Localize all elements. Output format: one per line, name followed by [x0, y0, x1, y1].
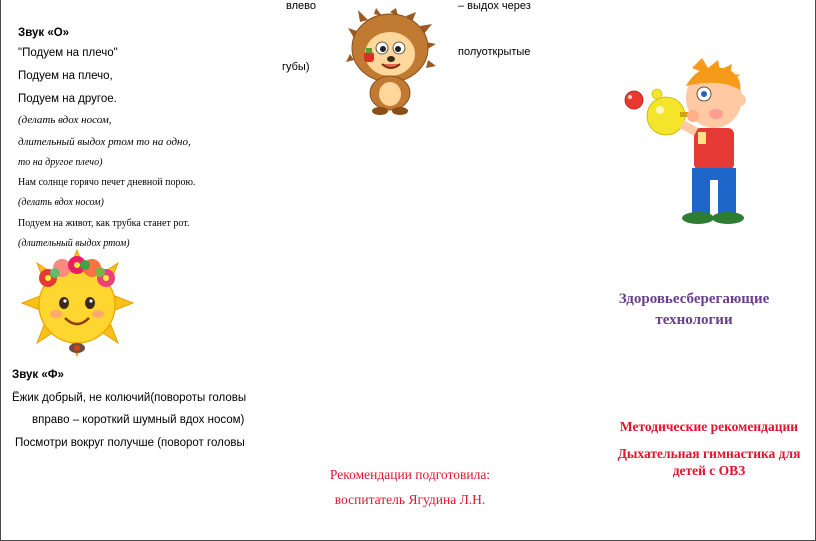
o-section-heading: Звук «О» [18, 27, 70, 39]
sun-with-flowers-illustration [20, 248, 135, 358]
f-section-heading: Звук «Ф» [12, 369, 64, 381]
top-fragment-right: – выдох через [458, 0, 531, 12]
hedgehog-illustration [346, 8, 436, 116]
o-line: Подуем на другое. [18, 93, 117, 105]
f-line: Ёжик добрый, не колючий(повороты головы [12, 392, 247, 404]
gymnastics-title-line: Дыхательная гимнастика для [617, 446, 801, 461]
o-line: (длительный выдох ртом) [18, 238, 130, 249]
title-line: Здоровьесберегающие [618, 291, 770, 307]
gymnastics-title-line: детей с ОВЗ [672, 463, 746, 478]
f-line: вправо – короткий шумный вдох носом) [32, 414, 245, 426]
boy-blowing-bubbles-illustration [620, 56, 752, 228]
o-line: Подуем на живот, как трубка станет рот. [18, 218, 190, 229]
f-line: Посмотри вокруг получше (поворот головы [15, 437, 245, 449]
o-line: (делать вдох носом, [18, 114, 112, 126]
o-line: (делать вдох носом) [18, 197, 104, 208]
top-fragment-mid-left: губы) [282, 61, 310, 73]
title-line: технологии [655, 312, 733, 328]
top-fragment-left: влево [286, 0, 316, 12]
method-recommendations-heading: Методические рекомендации [619, 419, 799, 434]
prepared-by-label: Рекомендации подготовила: [329, 467, 491, 482]
o-line: Нам солнце горячо печет дневной порою. [18, 177, 196, 188]
o-line: то на другое плечо) [18, 157, 103, 168]
top-fragment-mid-right: полуоткрытые [458, 46, 531, 58]
o-line: "Подуем на плечо" [18, 47, 118, 59]
o-line: Подуем на плечо, [18, 70, 113, 82]
o-line: длительный выдох ртом то на одно, [18, 136, 191, 148]
brochure-title [584, 289, 804, 331]
gymnastics-title [606, 445, 812, 479]
prepared-by-name: воспитатель Ягудина Л.Н. [334, 492, 486, 507]
